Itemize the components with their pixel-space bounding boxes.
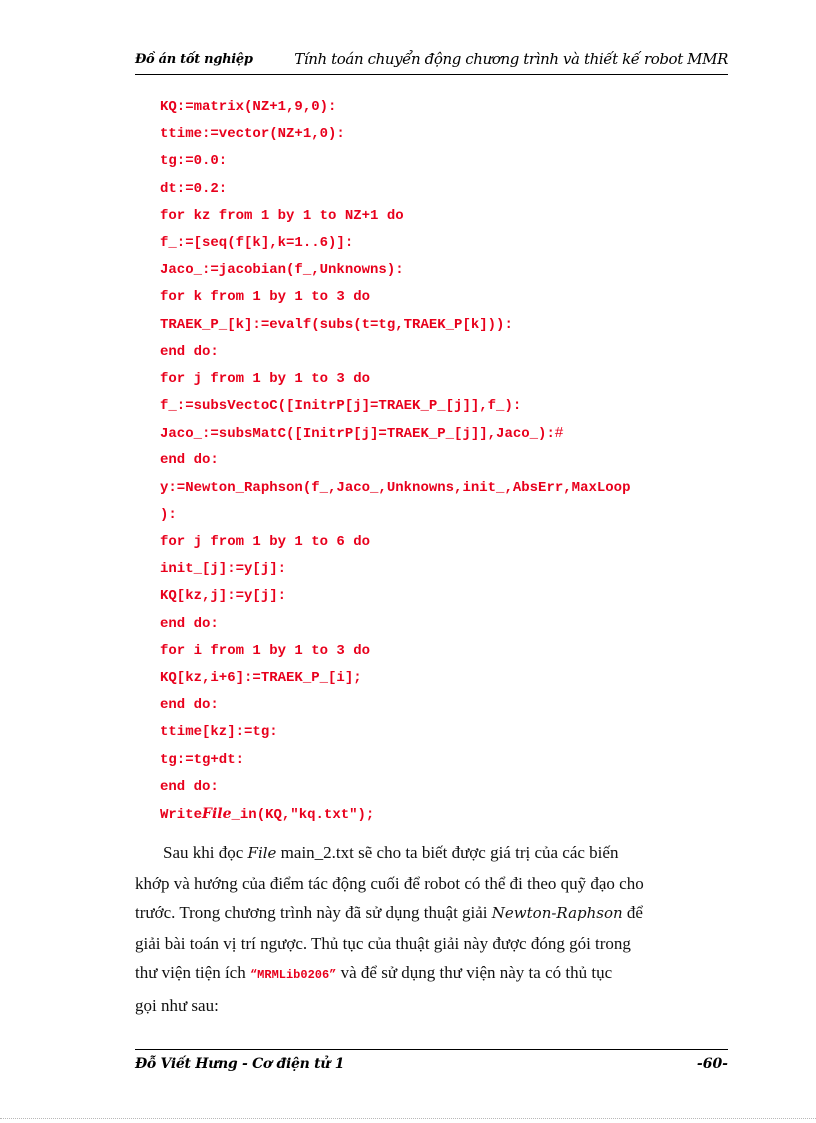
code-line: end do: <box>160 697 219 714</box>
code-line: tg:=tg+dt: <box>160 751 245 768</box>
page-number: -60- <box>696 1056 728 1072</box>
header-left-title: Đồ án tốt nghiệp <box>135 52 253 67</box>
code-line: tg:=0.0: <box>160 153 228 170</box>
text-span: để <box>622 903 643 922</box>
code-line: ): <box>160 506 177 523</box>
footer-author: Đỗ Viết Hưng - Cơ điện tử 1 <box>135 1056 345 1072</box>
text-span: trước. Trong chương trình này đã sử dụng thuật giải <box>135 903 492 922</box>
code-block <box>160 98 740 832</box>
text-span: main_2.txt sẽ cho ta biết được giá trị của các biến <box>276 843 619 862</box>
code-line: for i from 1 by 1 to 3 do <box>160 642 371 659</box>
code-line: end do: <box>160 452 219 469</box>
code-line: KQ[kz,j]:=y[j]: <box>160 588 287 605</box>
code-line: dt:=0.2: <box>160 180 228 197</box>
code-line: for kz from 1 by 1 to NZ+1 do <box>160 207 404 224</box>
text-span: Sau khi đọc <box>163 843 248 862</box>
code-line: end do: <box>160 778 219 795</box>
code-line: init_[j]:=y[j]: <box>160 561 287 578</box>
code-line: end do: <box>160 615 219 632</box>
code-line: end do: <box>160 343 219 360</box>
code-text: Jaco_:=subsMatC([InitrP[j]=TRAEK_P_[j]],Jaco_): <box>160 426 555 443</box>
para-line-6: gọi như sau: <box>135 995 219 1015</box>
code-line: TRAEK_P_[k]:=evalf(subs(t=tg,TRAEK_P[k])): <box>160 316 513 333</box>
italic-file: File <box>247 844 277 862</box>
para-line-3 <box>135 898 735 929</box>
code-line: for j from 1 by 1 to 3 do <box>160 370 371 387</box>
italic-newton-raphson: Newton-Raphson <box>491 904 623 922</box>
code-line-write <box>160 805 740 832</box>
code-line: KQ[kz,i+6]:=TRAEK_P_[i]; <box>160 669 362 686</box>
code-line: KQ:=matrix(NZ+1,9,0): <box>160 99 337 115</box>
page-footer <box>135 1049 728 1074</box>
page-edge-divider <box>0 1118 816 1119</box>
write-part3: _in(KQ,"kq.txt"); <box>231 806 375 823</box>
para-line-2: khớp và hướng của điểm tác động cuối để robot có thể đi theo quỹ đạo cho <box>135 873 644 893</box>
comment-mark: # <box>554 424 564 442</box>
text-span: và để sử dụng thư viện này ta có thủ tục <box>336 963 613 982</box>
code-line: ttime:=vector(NZ+1,0): <box>160 126 345 143</box>
body-paragraph <box>135 838 735 1020</box>
code-line: y:=Newton_Raphson(f_,Jaco_,Unknowns,init_,AbsErr,MaxLoop <box>160 479 631 496</box>
code-line: f_:=[seq(f[k],k=1..6)]: <box>160 234 354 251</box>
library-name: “MRMLib0206” <box>249 968 337 982</box>
code-line: Jaco_:=jacobian(f_,Unknowns): <box>160 262 404 279</box>
page-header <box>135 50 728 75</box>
code-line: ttime[kz]:=tg: <box>160 724 278 741</box>
para-line-1 <box>135 838 735 869</box>
para-line-4: giải bài toán vị trí ngược. Thủ tục của thuật giải này được đóng gói trong <box>135 933 631 953</box>
code-line: for j from 1 by 1 to 6 do <box>160 534 371 550</box>
write-part1: Write <box>160 806 203 823</box>
header-right-title: Tính toán chuyển động chương trình và thiết kế robot MMR <box>294 50 728 68</box>
code-line: for k from 1 by 1 to 3 do <box>160 289 371 306</box>
text-span: thư viện tiện ích <box>135 963 250 982</box>
code-line-with-comment <box>160 424 740 451</box>
para-line-5 <box>135 958 735 991</box>
write-part2: File <box>202 805 232 822</box>
code-line: f_:=subsVectoC([InitrP[j]=TRAEK_P_[j]],f_): <box>160 398 522 415</box>
